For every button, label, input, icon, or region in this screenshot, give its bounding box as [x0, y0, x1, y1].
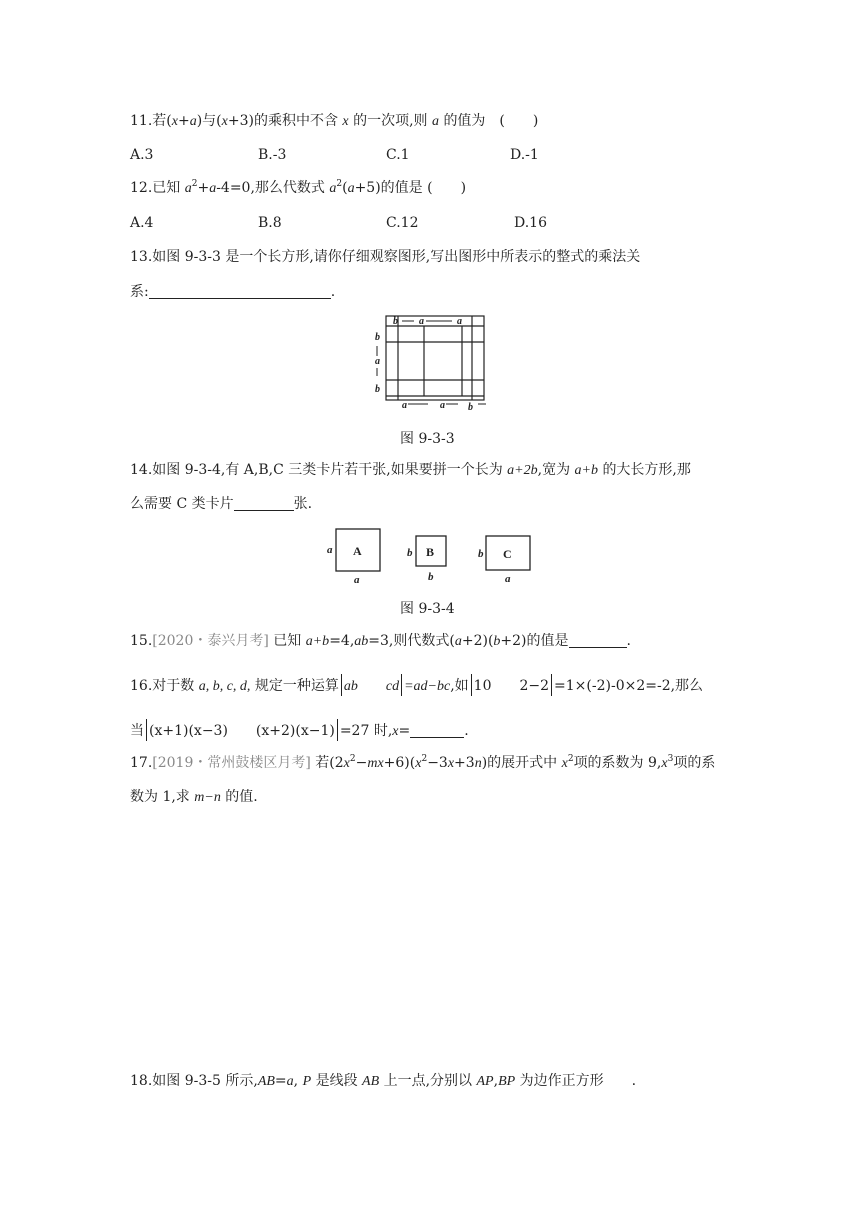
q12-option-c: C.12: [386, 215, 419, 231]
question-17-line2: 数为 1,求 m−n 的值.: [130, 789, 258, 805]
q11-option-a: A.3: [130, 147, 154, 163]
fig3-label-a-top1: a: [419, 316, 424, 327]
q15-answer-blank[interactable]: [569, 633, 627, 648]
question-15: 15.[2020・泰兴月考] 已知 a+b=4,ab=3,则代数式(a+2)(b+2)的值是 .: [130, 633, 631, 649]
question-12: 12.已知 $a^2+a-4=0$,那么代数式 $a^2(a+5)$的值是 ( ): [130, 179, 467, 196]
fig3-label-a-bot2: a: [440, 400, 445, 411]
fig3-label-b-left2: b: [375, 384, 380, 395]
q12-option-a: A.4: [130, 215, 154, 231]
fig3-label-b-bot: b: [468, 402, 473, 412]
card-b-name: B: [426, 545, 435, 559]
card-c-side: b: [478, 548, 484, 560]
q11-option-d: D.-1: [510, 147, 539, 163]
q11-option-b: B.-3: [258, 147, 287, 163]
question-17-line1: 17.[2019・常州鼓楼区月考] 若$(2x^2-mx+6)(x^2-3x+3n)$的展开式中 $x^2$项的系数为 $9,x^3$项的系: [130, 754, 716, 771]
question-18: 18.如图 9-3-5 所示,AB=a, P 是线段 AB 上一点,分别以 AP,BP 为边作正方形 .: [130, 1073, 637, 1089]
card-c-bottom: a: [505, 573, 511, 585]
figure-9-3-4: [322, 524, 542, 588]
card-a-bottom: a: [354, 574, 360, 586]
figure-9-3-3-caption: 图 9-3-3: [400, 431, 455, 447]
question-14-line2: 么需要 C 类卡片 张.: [130, 496, 313, 512]
q12-option-d: D.16: [514, 215, 547, 231]
card-a-side: a: [327, 544, 333, 556]
question-16-line2: 当 (x+1)(x−3) (x+2)(x−1) =27 时,x= .: [130, 719, 469, 741]
card-c-name: C: [503, 547, 512, 561]
question-11: 11.若(x+a)与(x+3)的乘积中不含 x 的一次项,则 a 的值为 ( ): [130, 113, 539, 129]
card-a-name: A: [353, 544, 362, 558]
figure-9-3-4-caption: 图 9-3-4: [400, 601, 455, 617]
fig3-label-b-left1: b: [375, 332, 380, 343]
fig3-label-a-top2: a: [457, 316, 462, 327]
question-16-line1: 16.对于数 a, b, c, d, 规定一种运算 ab cd =ad−bc,如 10 2−2 =1×(-2)-0×2=-2,那么: [130, 674, 703, 696]
q12-option-b: B.8: [258, 215, 282, 231]
question-14-line1: 14.如图 9-3-4,有 A,B,C 三类卡片若干张,如果要拼一个长为 a+2b,宽为 a+b 的大长方形,那: [130, 462, 691, 478]
q14-answer-blank[interactable]: [234, 496, 294, 511]
fig3-label-a-left: a: [375, 356, 380, 367]
card-b-side: b: [407, 547, 413, 559]
figure-9-3-3: [368, 312, 492, 412]
question-13-line1: 13.如图 9-3-3 是一个长方形,请你仔细观察图形,写出图形中所表示的整式的乘法关: [130, 249, 641, 265]
card-b-bottom: b: [428, 571, 434, 583]
q16-answer-blank[interactable]: [410, 723, 464, 738]
question-13-line2: 系: .: [130, 284, 336, 300]
q11-option-c: C.1: [386, 147, 410, 163]
q13-answer-blank[interactable]: [149, 284, 331, 299]
fig3-label-a-bot1: a: [402, 400, 407, 411]
q17-source: [2019・常州鼓楼区月考]: [152, 755, 311, 771]
q15-source: [2020・泰兴月考]: [152, 633, 269, 649]
fig3-label-b-top: b: [393, 316, 398, 327]
